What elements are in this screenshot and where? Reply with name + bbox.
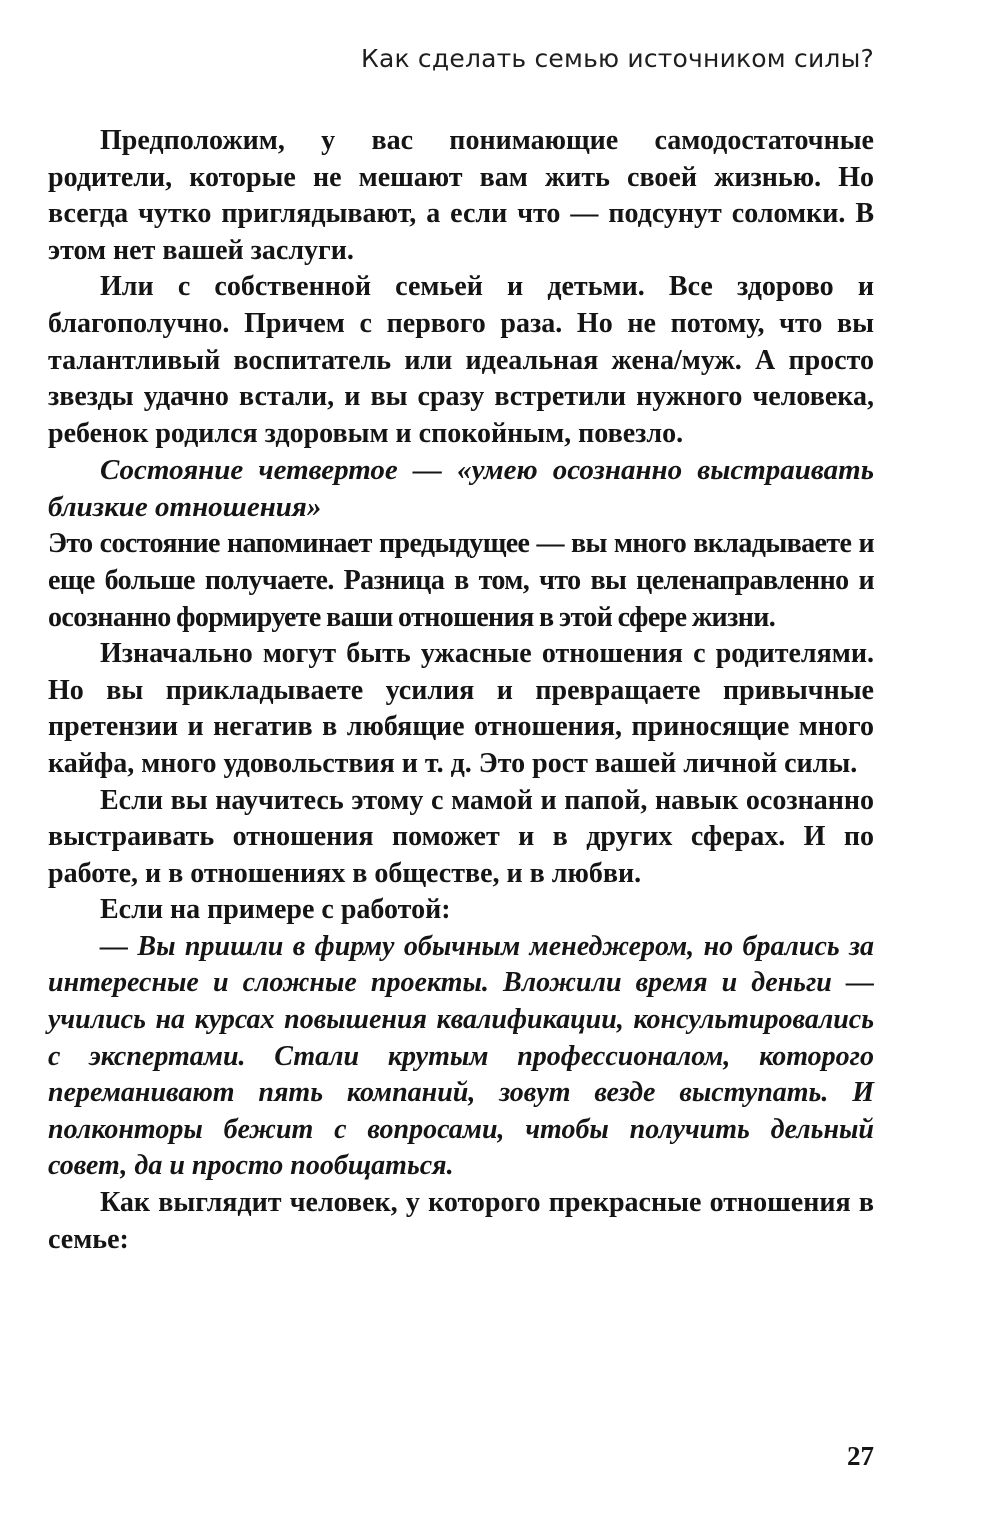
paragraph-italic-example: — Вы пришли в фирму обычным менеджером, но брались за интересные и сложные проекты. Вложили время и деньги — учились на курсах повышения квалификации, консультировались с экспертами. Стали крутым профессионалом, которого переманивают пять компаний, зовут везде выступать. И полконторы бежит с вопросами, чтобы получить дельный совет, да и просто пообщаться. bbox=[48, 930, 874, 1182]
paragraph: Предположим, у вас понимающие самодостаточные родители, которые не мешают вам жить своей жизнью. Но всегда чутко приглядывают, а если что — подсунут соломки. В этом нет вашей заслуги. bbox=[48, 125, 874, 266]
section-heading: Состояние четвертое — «умею осознанно выстраивать близкие отношения» bbox=[48, 454, 874, 524]
paragraph: Или с собственной семьей и детьми. Все здорово и благополучно. Причем с первого раза. Но не потому, что вы талантливый воспитатель или идеальная жена/муж. А просто звезды удачно встали, и вы сразу встретили нужного человека, ребенок родился здоровым и спокойным, повезло. bbox=[48, 271, 874, 449]
paragraph: Как выглядит человек, у которого прекрасные отношения в семье: bbox=[48, 1187, 874, 1255]
book-page bbox=[48, 0, 874, 1533]
paragraph: Если на примере с работой: bbox=[100, 894, 451, 926]
paragraph: Изначально могут быть ужасные отношения с родителями. Но вы прикладываете усилия и превращаете привычные претензии и негатив в любящие отношения, приносящие много кайфа, много удовольствия и т. д. Это рост вашей личной силы. bbox=[48, 638, 874, 779]
body-text bbox=[48, 123, 874, 1258]
running-header: Как сделать семью источником силы? bbox=[361, 44, 874, 73]
paragraph: Это состояние напоминает предыдущее — вы много вкладываете и еще больше получаете. Разница в том, что вы целенаправленно и осознанно формируете ваши отношения в этой сфере жизни. bbox=[48, 528, 874, 633]
paragraph: Если вы научитесь этому с мамой и папой, навык осознанно выстраивать отношения поможет и в других сферах. И по работе, и в отношениях в обществе, и в любви. bbox=[48, 784, 874, 889]
page-number: 27 bbox=[847, 1441, 874, 1471]
